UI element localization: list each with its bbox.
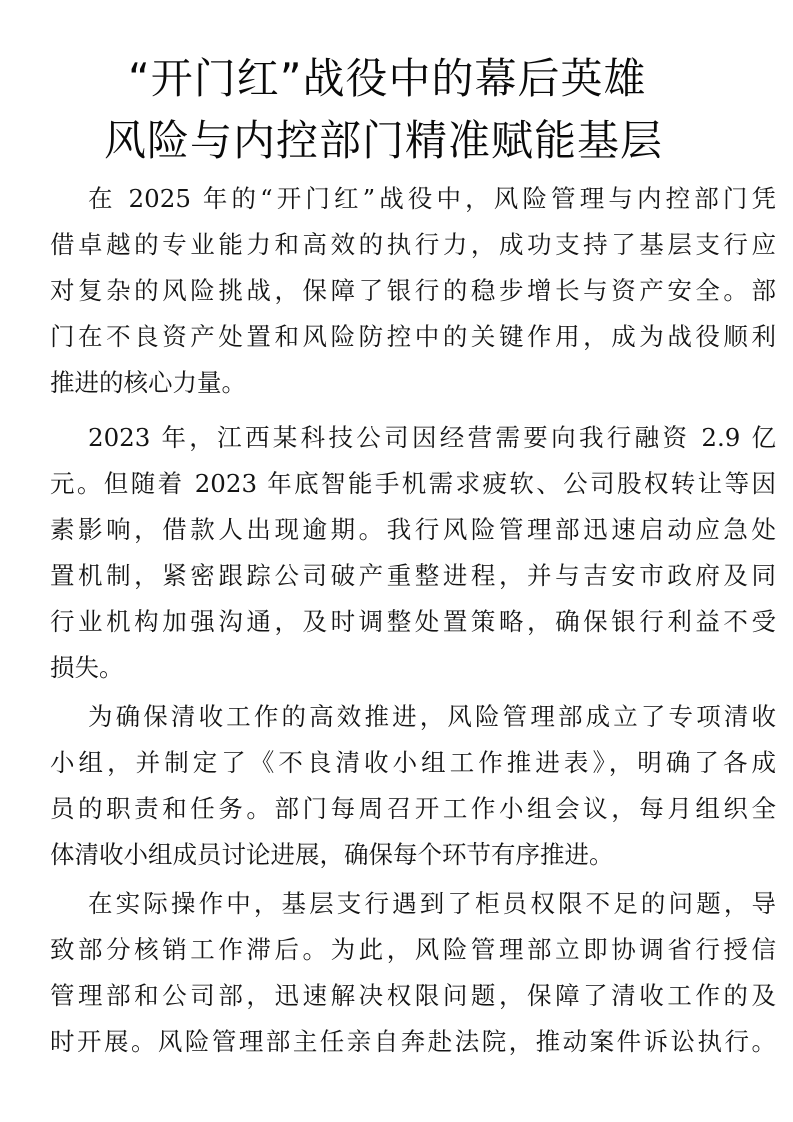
paragraph-line: 员的职责和任务。部门每周召开工作小组会议，每月组织全	[50, 794, 776, 823]
paragraph-line: 在 2025 年的“开门红”战役中，风险管理与内控部门凭	[88, 184, 776, 213]
paragraph-line: 推进的核心力量。	[50, 368, 246, 397]
title-line-2: 风险与内控部门精准赋能基层	[104, 116, 664, 165]
paragraph-line: 管理部和公司部，迅速解决权限问题，保障了清收工作的及	[50, 981, 776, 1010]
paragraph-line: 损失。	[50, 653, 124, 682]
paragraph-line: 行业机构加强沟通，及时调整处置策略，确保银行利益不受	[50, 607, 776, 636]
paragraph-line: 门在不良资产处置和风险防控中的关键作用，成为战役顺利	[50, 322, 776, 351]
paragraph-line: 为确保清收工作的高效推进，风险管理部成立了专项清收	[88, 702, 776, 731]
paragraph-line: 元。但随着 2023 年底智能手机需求疲软、公司股权转让等因	[50, 469, 776, 498]
paragraph-line: 对复杂的风险挑战，保障了银行的稳步增长与资产安全。部	[50, 276, 776, 305]
paragraph-line: 小组，并制定了《不良清收小组工作推进表》，明确了各成	[50, 748, 776, 777]
paragraph-line: 置机制，紧密跟踪公司破产重整进程，并与吉安市政府及同	[50, 561, 776, 590]
paragraph-line: 致部分核销工作滞后。为此，风险管理部立即协调省行授信	[50, 935, 776, 964]
paragraph-line: 素影响，借款人出现逾期。我行风险管理部迅速启动应急处	[50, 515, 776, 544]
paragraph-line: 借卓越的专业能力和高效的执行力，成功支持了基层支行应	[50, 230, 776, 259]
paragraph-line: 体清收小组成员讨论进展，确保每个环节有序推进。	[50, 840, 614, 869]
paragraph-line: 在实际操作中，基层支行遇到了柜员权限不足的问题，导	[88, 889, 776, 918]
title-line-1: “开门红”战役中的幕后英雄	[128, 54, 647, 103]
paragraph-line: 2023 年，江西某科技公司因经营需要向我行融资 2.9 亿	[88, 423, 776, 452]
paragraph-line: 时开展。风险管理部主任亲自奔赴法院，推动案件诉讼执行。	[50, 1027, 776, 1056]
